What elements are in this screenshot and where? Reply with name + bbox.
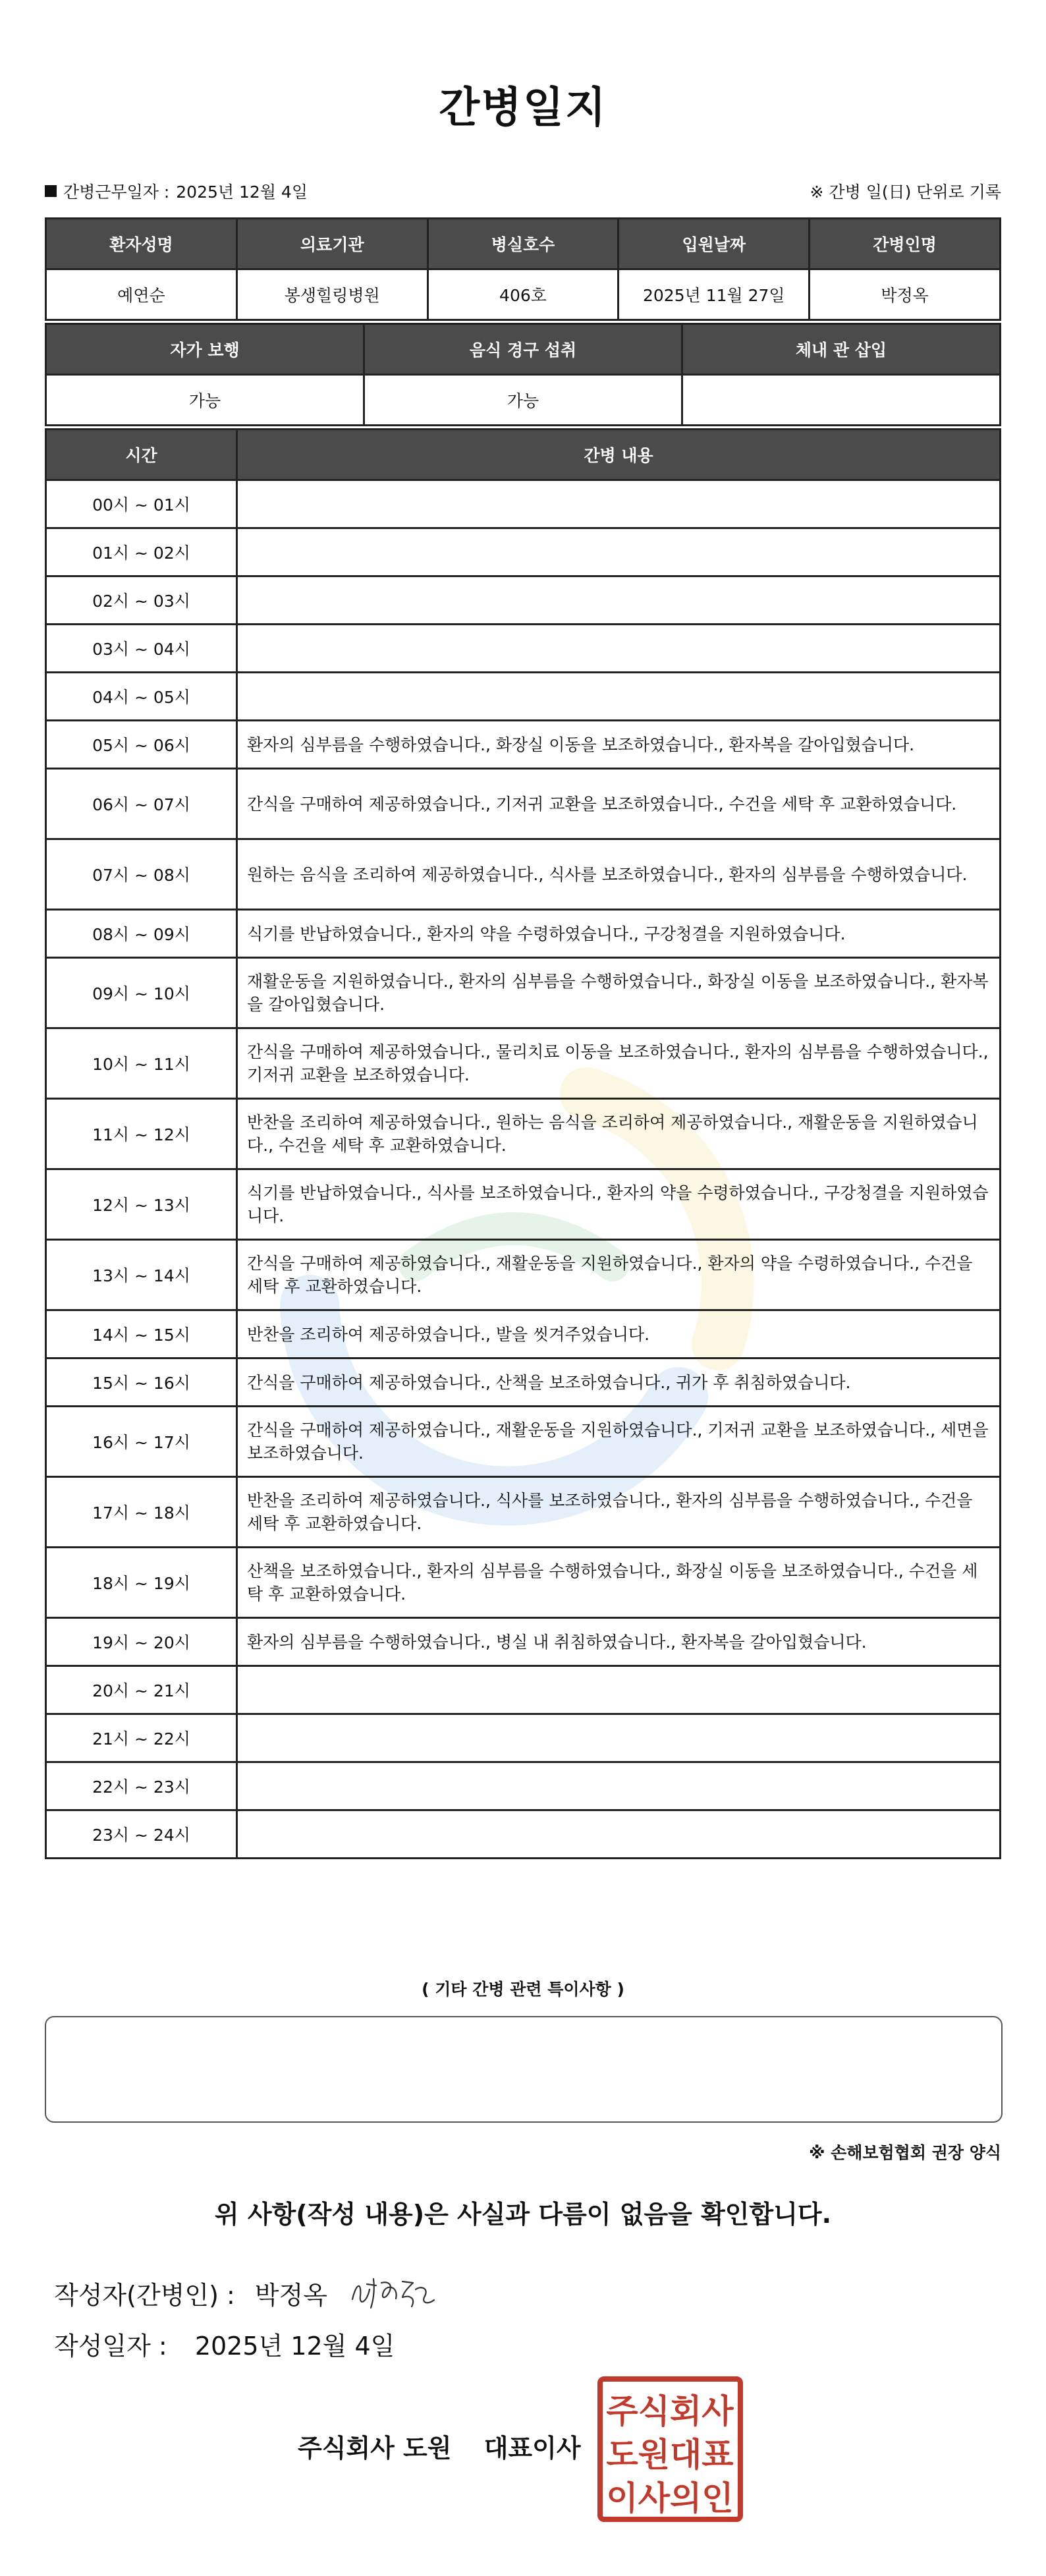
company-seal-icon [596, 2375, 744, 2523]
log-time: 12시 ~ 13시 [46, 1169, 237, 1240]
header-hospital: 의료기관 [236, 219, 427, 269]
log-row [46, 1548, 1001, 1618]
log-time: 23시 ~ 24시 [46, 1810, 237, 1859]
log-time: 16시 ~ 17시 [46, 1407, 237, 1477]
value-oral-intake: 가능 [364, 375, 682, 426]
seal-line-3: 이사의인 [606, 2479, 734, 2517]
log-content [237, 480, 1001, 528]
log-time: 03시 ~ 04시 [46, 625, 237, 673]
log-content [237, 576, 1001, 625]
log-row [46, 721, 1001, 769]
log-row [46, 1028, 1001, 1099]
log-time: 11시 ~ 12시 [46, 1099, 237, 1169]
log-content: 환자의 심부름을 수행하였습니다., 병실 내 취침하였습니다., 환자복을 갈아입혔습니다. [237, 1618, 1001, 1666]
meta-row [45, 178, 1001, 204]
log-row [46, 576, 1001, 625]
confirmation-statement: 위 사항(작성 내용)은 사실과 다름이 없음을 확인합니다. [214, 2200, 832, 2229]
log-row [46, 1169, 1001, 1240]
status-header-row [46, 324, 1001, 375]
signature-icon [347, 2270, 439, 2316]
company-name: 주식회사 도원 [298, 2434, 452, 2463]
written-date-line [54, 2326, 395, 2362]
log-content: 반찬을 조리하여 제공하였습니다., 원하는 음식을 조리하여 제공하였습니다., 재활운동을 지원하였습니다., 수건을 세탁 후 교환하였습니다. [237, 1099, 1001, 1169]
status-value-row [46, 375, 1001, 426]
form-note: ※ 손해보험협회 권장 양식 [809, 2143, 1001, 2162]
log-content: 간식을 구매하여 제공하였습니다., 산책을 보조하였습니다., 귀가 후 취침하였습니다. [237, 1358, 1001, 1407]
header-oral-intake: 음식 경구 섭취 [364, 324, 682, 375]
special-notes-title: ( 기타 간병 관련 특이사항 ) [422, 1980, 624, 1999]
log-content [237, 528, 1001, 576]
log-content: 산책을 보조하였습니다., 환자의 심부름을 수행하였습니다., 화장실 이동을 보조하였습니다., 수건을 세탁 후 교환하였습니다. [237, 1548, 1001, 1618]
work-date [45, 179, 308, 203]
value-admission-date: 2025년 11월 27일 [619, 269, 810, 320]
log-time: 21시 ~ 22시 [46, 1714, 237, 1762]
header-caregiver: 간병인명 [810, 219, 1001, 269]
log-content: 환자의 심부름을 수행하였습니다., 화장실 이동을 보조하였습니다., 환자복을 갈아입혔습니다. [237, 721, 1001, 769]
log-time: 08시 ~ 09시 [46, 910, 237, 958]
log-row [46, 1714, 1001, 1762]
log-header-row [46, 430, 1001, 480]
value-hospital: 봉생힐링병원 [236, 269, 427, 320]
log-content: 간식을 구매하여 제공하였습니다., 물리치료 이동을 보조하였습니다., 환자의 심부름을 수행하였습니다., 기저귀 교환을 보조하였습니다. [237, 1028, 1001, 1099]
patient-info-value-row [46, 269, 1001, 320]
log-content: 간식을 구매하여 제공하였습니다., 재활운동을 지원하였습니다., 기저귀 교환을 보조하였습니다., 세면을 보조하였습니다. [237, 1407, 1001, 1477]
patient-status-table [45, 323, 1001, 426]
log-time: 01시 ~ 02시 [46, 528, 237, 576]
work-date-label: 간병근무일자 : [63, 182, 170, 202]
value-patient-name: 예연순 [46, 269, 237, 320]
log-time: 10시 ~ 11시 [46, 1028, 237, 1099]
log-time: 20시 ~ 21시 [46, 1666, 237, 1714]
log-content: 재활운동을 지원하였습니다., 환자의 심부름을 수행하였습니다., 화장실 이동을 보조하였습니다., 환자복을 갈아입혔습니다. [237, 958, 1001, 1028]
log-row [46, 1099, 1001, 1169]
log-content: 식기를 반납하였습니다., 환자의 약을 수령하였습니다., 구강청결을 지원하였습니다. [237, 910, 1001, 958]
writer-line [54, 2270, 439, 2316]
unit-note: ※ 간병 일(日) 단위로 기록 [810, 182, 1001, 202]
log-row [46, 769, 1001, 839]
log-time: 02시 ~ 03시 [46, 576, 237, 625]
special-notes-box [45, 2016, 1003, 2123]
log-content [237, 1714, 1001, 1762]
log-content: 식기를 반납하였습니다., 식사를 보조하였습니다., 환자의 약을 수령하였습니다., 구강청결을 지원하였습니다. [237, 1169, 1001, 1240]
log-row [46, 673, 1001, 721]
log-row [46, 1762, 1001, 1810]
log-content [237, 673, 1001, 721]
log-time: 14시 ~ 15시 [46, 1310, 237, 1358]
value-self-walking: 가능 [46, 375, 364, 426]
page-title: 간병일지 [439, 84, 607, 132]
log-time: 07시 ~ 08시 [46, 839, 237, 910]
square-bullet-icon [45, 185, 57, 197]
log-content: 간식을 구매하여 제공하였습니다., 재활운동을 지원하였습니다., 환자의 약을 수령하였습니다., 수건을 세탁 후 교환하였습니다. [237, 1240, 1001, 1310]
log-row [46, 1310, 1001, 1358]
log-time: 09시 ~ 10시 [46, 958, 237, 1028]
log-row [46, 1407, 1001, 1477]
log-content [237, 1762, 1001, 1810]
writer-name: 박정옥 [254, 2280, 327, 2310]
log-row [46, 1810, 1001, 1859]
log-time: 00시 ~ 01시 [46, 480, 237, 528]
value-room: 406호 [427, 269, 619, 320]
header-self-walking: 자가 보행 [46, 324, 364, 375]
value-tube-insertion [682, 375, 1001, 426]
log-time: 18시 ~ 19시 [46, 1548, 237, 1618]
log-content: 반찬을 조리하여 제공하였습니다., 식사를 보조하였습니다., 환자의 심부름을 수행하였습니다., 수건을 세탁 후 교환하였습니다. [237, 1477, 1001, 1548]
log-row [46, 958, 1001, 1028]
header-admission-date: 입원날짜 [619, 219, 810, 269]
log-content [237, 625, 1001, 673]
log-time: 05시 ~ 06시 [46, 721, 237, 769]
log-row [46, 528, 1001, 576]
log-time: 04시 ~ 05시 [46, 673, 237, 721]
written-date-label: 작성일자 : [54, 2332, 167, 2361]
representative-title: 대표이사 [483, 2434, 581, 2463]
log-content [237, 1666, 1001, 1714]
patient-info-table [45, 217, 1001, 321]
log-content: 반찬을 조리하여 제공하였습니다., 발을 씻겨주었습니다. [237, 1310, 1001, 1358]
written-date-value: 2025년 12월 4일 [194, 2332, 395, 2361]
header-time: 시간 [46, 430, 237, 480]
header-patient-name: 환자성명 [46, 219, 237, 269]
log-row [46, 1358, 1001, 1407]
log-content: 간식을 구매하여 제공하였습니다., 기저귀 교환을 보조하였습니다., 수건을 세탁 후 교환하였습니다. [237, 769, 1001, 839]
log-row [46, 625, 1001, 673]
header-room: 병실호수 [427, 219, 619, 269]
log-time: 15시 ~ 16시 [46, 1358, 237, 1407]
log-content [237, 1810, 1001, 1859]
patient-info-header-row [46, 219, 1001, 269]
log-row [46, 839, 1001, 910]
log-content: 원하는 음식을 조리하여 제공하였습니다., 식사를 보조하였습니다., 환자의 심부름을 수행하였습니다. [237, 839, 1001, 910]
hourly-log-table [45, 428, 1001, 1859]
log-time: 19시 ~ 20시 [46, 1618, 237, 1666]
log-row [46, 1666, 1001, 1714]
log-row [46, 480, 1001, 528]
log-row [46, 1477, 1001, 1548]
writer-label: 작성자(간병인) : [54, 2280, 235, 2310]
log-time: 13시 ~ 14시 [46, 1240, 237, 1310]
log-row [46, 910, 1001, 958]
work-date-value: 2025년 12월 4일 [176, 182, 308, 202]
log-time: 17시 ~ 18시 [46, 1477, 237, 1548]
company-line [298, 2428, 581, 2464]
seal-line-1: 주식회사 [606, 2392, 734, 2430]
header-tube-insertion: 체내 관 삽입 [682, 324, 1001, 375]
log-time: 06시 ~ 07시 [46, 769, 237, 839]
log-time: 22시 ~ 23시 [46, 1762, 237, 1810]
seal-line-2: 도원대표 [606, 2436, 734, 2474]
header-care-content: 간병 내용 [237, 430, 1001, 480]
value-caregiver: 박정옥 [810, 269, 1001, 320]
log-row [46, 1240, 1001, 1310]
log-row [46, 1618, 1001, 1666]
